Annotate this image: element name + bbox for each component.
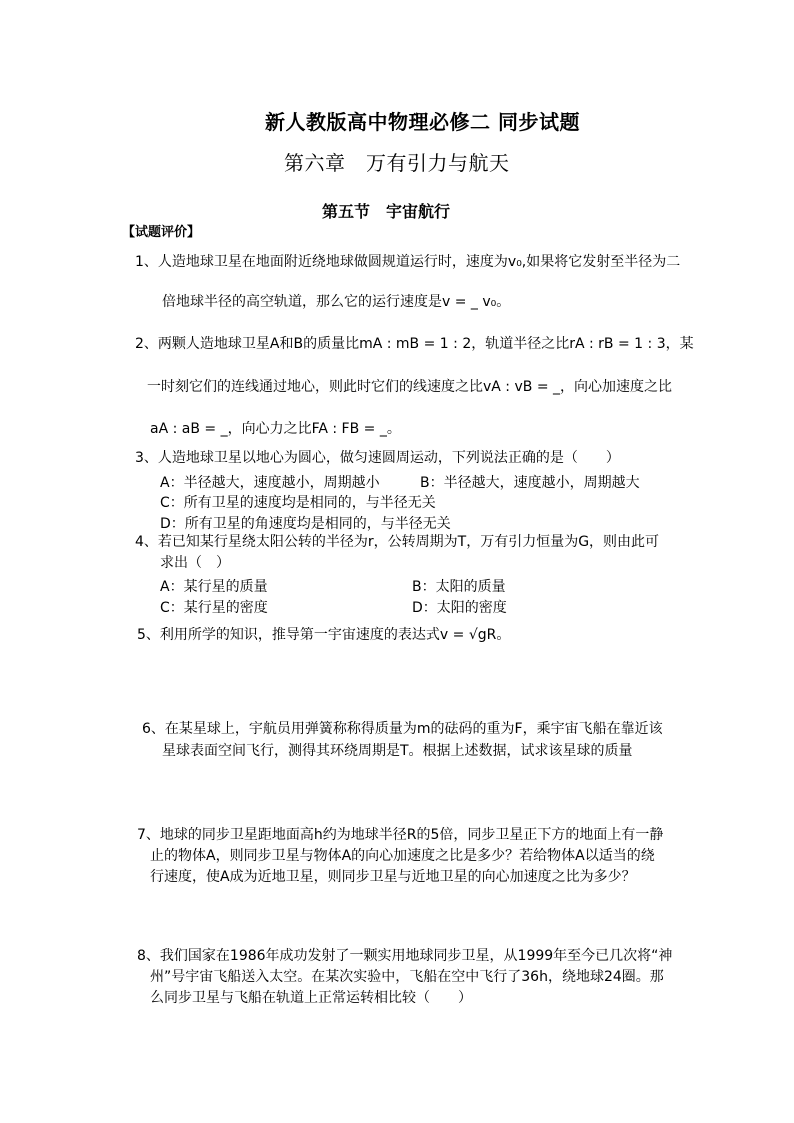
q3-option-c: C：所有卫星的速度均是相同的，与半径无关: [160, 495, 436, 511]
q5-line1: 5、利用所学的知识，推导第一宇宙速度的表达式v = √gR。: [137, 627, 511, 643]
q3-option-b: B：半径越大，速度越小，周期越大: [420, 475, 640, 491]
q3-option-a: A：半径越大，速度越小，周期越小: [160, 475, 380, 491]
q4-option-a: A：某行星的质量: [160, 579, 268, 595]
q2-line3: aA : aB = _，向心力之比FA : FB = _。: [150, 421, 401, 437]
q3-stem: 3、人造地球卫星以地心为圆心，做匀速圆周运动，下列说法正确的是（ ）: [135, 450, 620, 466]
q1-line2: 倍地球半径的高空轨道，那么它的运行速度是v = _ v₀。: [162, 294, 511, 310]
q8-line2: 州”号宇宙飞船送入太空。在某次实验中，飞船在空中飞行了36h，绕地球24圈。那: [150, 969, 664, 985]
q8-line3: 么同步卫星与飞船在轨道上正常运转相比较（ ）: [150, 990, 472, 1006]
q4-option-c: C：某行星的密度: [160, 600, 268, 616]
q7-line1: 7、地球的同步卫星距地面高h约为地球半径R的5倍，同步卫星正下方的地面上有一静: [137, 827, 664, 843]
q6-line1: 6、在某星球上，宇航员用弹簧称称得质量为m的砝码的重为F，乘宇宙飞船在靠近该: [142, 721, 663, 737]
section-title: 第五节 宇宙航行: [322, 202, 451, 221]
page-title: 新人教版高中物理必修二 同步试题: [265, 110, 580, 134]
q2-line2: 一时刻它们的连线通过地心，则此时它们的线速度之比vA : vB = _，向心加速度之比: [147, 379, 672, 395]
chapter-title: 第六章 万有引力与航天: [284, 151, 510, 175]
q7-line2: 止的物体A，则同步卫星与物体A的向心加速度之比是多少？若给物体A以适当的绕: [150, 848, 655, 864]
q8-line1: 8、我们国家在1986年成功发射了一颗实用地球同步卫星，从1999年至今已几次将“神: [137, 948, 673, 964]
q4-option-d: D：太阳的密度: [412, 600, 507, 616]
q2-line1: 2、两颗人造地球卫星A和B的质量比mA : mB = 1 : 2，轨道半径之比rA : rB = 1 : 3，某: [135, 336, 694, 352]
evaluation-label: 【试题评价】: [122, 225, 201, 240]
q3-option-d: D：所有卫星的角速度均是相同的，与半径无关: [160, 516, 451, 532]
q7-line3: 行速度，使A成为近地卫星，则同步卫星与近地卫星的向心加速度之比为多少？: [150, 869, 636, 885]
q4-option-b: B：太阳的质量: [412, 579, 506, 595]
q6-line2: 星球表面空间飞行，测得其环绕周期是T。根据上述数据，试求该星球的质量: [162, 743, 633, 759]
q4-line2: 求出（ ）: [160, 555, 230, 571]
q1-line1: 1、人造地球卫星在地面附近绕地球做圆规道运行时，速度为v₀,如果将它发射至半径为二: [135, 254, 681, 270]
q4-line1: 4、若已知某行星绕太阳公转的半径为r，公转周期为T，万有引力恒量为G，则由此可: [135, 534, 660, 550]
